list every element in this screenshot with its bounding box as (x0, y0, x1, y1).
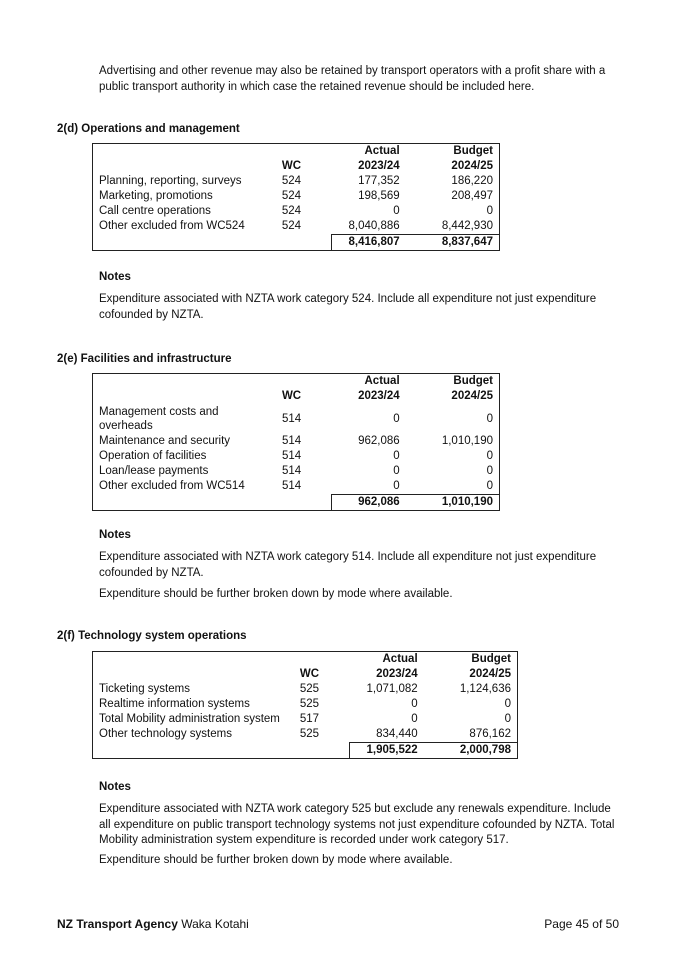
actual-header: Actual 2023/24 (358, 145, 400, 172)
total-actual: 1,905,522 (350, 743, 424, 759)
budget-header: Budget 2024/25 (469, 653, 511, 680)
wc-header: WC (299, 668, 320, 680)
footer-organisation (57, 917, 249, 931)
operations-table (92, 143, 500, 251)
wc-header: WC (281, 390, 302, 402)
table-row: Maintenance and security 514 962,086 1,010,190 (99, 435, 493, 447)
section-f-note-2: Expenditure should be further broken down by mode where available. (99, 854, 453, 866)
section-f-note-1: Expenditure associated with NZTA work category 525 but exclude any renewals expenditure. Include all expenditure on public transport technology systems not just expenditure cofounded by NZTA. Total Mobility administration system expenditure is recorded under work category 517. (99, 803, 615, 846)
intro-paragraph: Advertising and other revenue may also be retained by transport operators with a profit share with a public transport authority in which case the retained revenue should be included here. (99, 65, 606, 93)
total-actual: 8,416,807 (332, 235, 406, 251)
actual-header: Actual 2023/24 (376, 653, 418, 680)
technology-table (92, 651, 518, 759)
budget-header: Budget 2024/25 (451, 145, 493, 172)
total-row (93, 235, 500, 251)
table-row: Marketing, promotions 524 198,569 208,497 (99, 190, 493, 202)
actual-header: Actual 2023/24 (358, 375, 400, 402)
section-d-heading: 2(d) Operations and management (57, 123, 240, 135)
table-row: Total Mobility administration system 517 0 0 (99, 713, 511, 725)
section-f-notes-title: Notes (99, 781, 131, 793)
table-row: Realtime information systems 525 0 0 (99, 698, 511, 710)
page-number: Page 45 of 50 (544, 917, 619, 931)
wc-header: WC (281, 160, 302, 172)
total-budget: 8,837,647 (406, 235, 500, 251)
table-header-row (93, 374, 500, 405)
total-row (93, 495, 500, 511)
section-e-note-2: Expenditure should be further broken down by mode where available. (99, 588, 453, 600)
table-row: Planning, reporting, surveys 524 177,352 186,220 (99, 175, 493, 187)
table-row: Management costs and overheads 514 0 0 (99, 406, 493, 432)
table-row: Other excluded from WC524 524 8,040,886 8,442,930 (99, 220, 493, 233)
total-actual: 962,086 (332, 495, 406, 511)
total-row (93, 743, 518, 759)
table-row: Ticketing systems 525 1,071,082 1,124,636 (99, 683, 511, 695)
budget-header: Budget 2024/25 (451, 375, 493, 402)
section-e-heading: 2(e) Facilities and infrastructure (57, 353, 232, 365)
table-row: Call centre operations 524 0 0 (99, 205, 493, 217)
table-row: Other excluded from WC514 514 0 0 (99, 480, 493, 493)
table-header-row (93, 652, 518, 683)
table-row: Other technology systems 525 834,440 876,162 (99, 728, 511, 741)
footer-org-maori: Waka Kotahi (177, 917, 249, 931)
total-budget: 2,000,798 (424, 743, 518, 759)
footer-org-name: NZ Transport Agency (57, 917, 178, 931)
section-e-notes-title: Notes (99, 529, 131, 541)
section-f-heading: 2(f) Technology system operations (57, 630, 247, 642)
table-row: Operation of facilities 514 0 0 (99, 450, 493, 462)
section-d-note: Expenditure associated with NZTA work category 524. Include all expenditure not just expenditure cofounded by NZTA. (99, 293, 597, 321)
section-e-note-1: Expenditure associated with NZTA work category 514. Include all expenditure not just expenditure cofounded by NZTA. (99, 551, 597, 579)
facilities-table (92, 373, 500, 511)
section-d-notes-title: Notes (99, 271, 131, 283)
total-budget: 1,010,190 (406, 495, 500, 511)
table-header-row (93, 144, 500, 175)
table-row: Loan/lease payments 514 0 0 (99, 465, 493, 477)
